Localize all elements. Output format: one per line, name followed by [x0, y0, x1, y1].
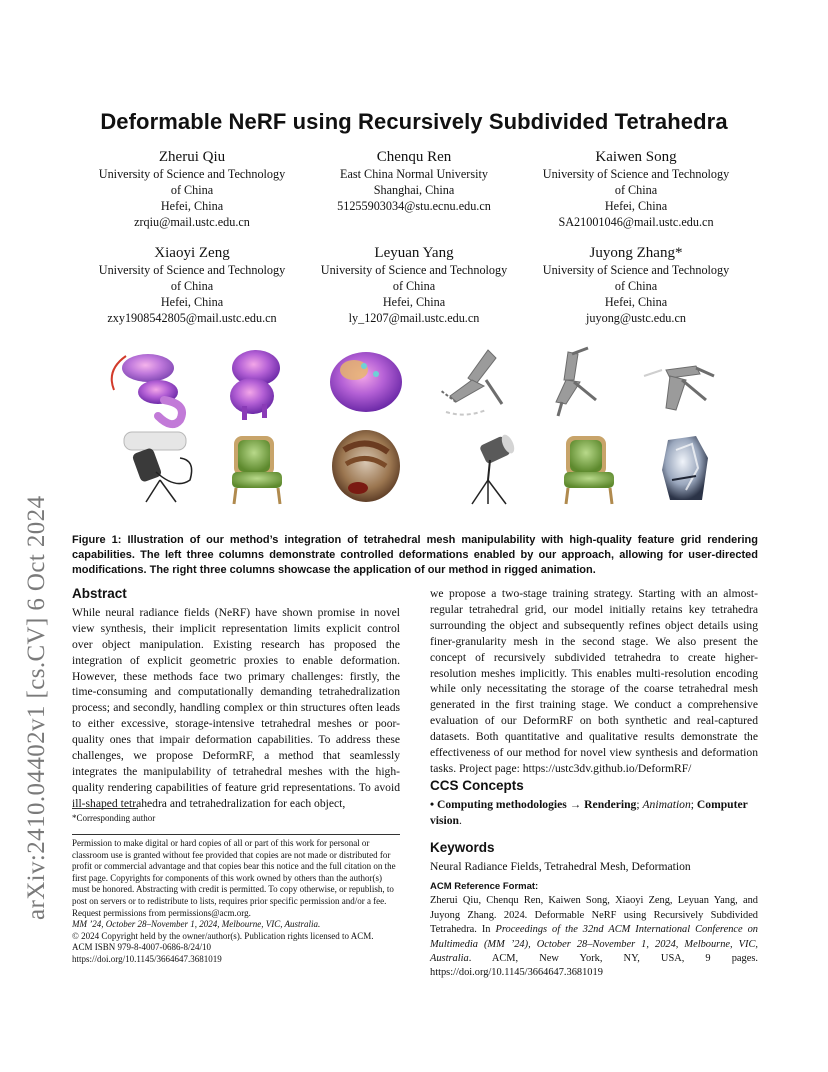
figure-panel	[556, 348, 596, 416]
permission-block	[72, 838, 400, 966]
author-affiliation: University of Science and Technology	[98, 167, 286, 181]
author-email: zrqiu@mail.ustc.edu.cn	[134, 215, 250, 229]
ccs-concept: Computing methodologies	[436, 798, 567, 811]
paper-title: Deformable NeRF using Recursively Subdivided Tetrahedra	[100, 109, 728, 134]
section-heading: CCS Concepts	[430, 778, 524, 793]
isbn: ACM ISBN 979-8-4007-0686-8/24/10	[72, 942, 211, 953]
author-email: juyong@ustc.edu.cn	[586, 311, 686, 325]
figure-1-image-grid	[96, 340, 732, 510]
ccs-period: .	[459, 813, 462, 827]
author-location: Hefei, China	[160, 295, 224, 309]
figure-panel	[124, 432, 192, 502]
figure-panel	[564, 436, 614, 504]
ccs-concept: Rendering	[584, 798, 637, 811]
author-affiliation: of China	[614, 279, 658, 293]
ccs-concept: Animation	[642, 798, 691, 811]
author-block	[80, 148, 304, 230]
section-heading: Keywords	[430, 840, 495, 855]
abstract-left-column	[72, 586, 400, 812]
arxiv-identifier: arXiv:2410.04402v1 [cs.CV] 6 Oct 2024	[23, 495, 50, 920]
author-location: Hefei, China	[160, 199, 224, 213]
acm-reference-heading: ACM Reference Format:	[430, 881, 539, 892]
acm-reference-text	[430, 894, 758, 980]
figure-panel	[112, 354, 182, 424]
author-name: Zherui Qiu	[158, 149, 226, 165]
author-name: Leyuan Yang	[374, 245, 454, 261]
author-affiliation: University of Science and Technology	[542, 263, 730, 277]
author-block	[524, 244, 748, 326]
figure-panel	[330, 352, 402, 412]
ccs-concepts	[430, 797, 758, 829]
author-block	[302, 244, 526, 326]
footnote-rule	[72, 808, 138, 809]
author-location: Hefei, China	[604, 199, 668, 213]
author-affiliation: of China	[614, 183, 658, 197]
doi-link[interactable]: https://doi.org/10.1145/3664647.3681019	[72, 953, 222, 964]
author-affiliation: University of Science and Technology	[542, 167, 730, 181]
figure-panel	[230, 350, 280, 420]
figure-panel	[232, 436, 282, 504]
ccs-concept: Computer vision	[430, 798, 748, 827]
figure-panel	[332, 430, 400, 502]
abstract-text: While neural radiance fields (NeRF) have shown promise in novel view synthesis, their implicit representation limits explicit control over object manipulation. Existing research has proposed the integration of explicit geometric proxies to enable deformation. However, these methods face two primary challenges: firstly, the time-consuming and computationally demanding tetrahedralization process; and secondly, handling complex or thin structures often leads to either excessive, storage-intensive tetrahedral meshes or poor-quality ones that impair deformation capabilities. To address these challenges, we propose DeformRF, a method that seamlessly integrates the manipulability of tetrahedral meshes with the high-quality rendering capabilities of feature grid representations. To avoid ill-shaped tetrahedra and tetrahedralization for each object,	[72, 605, 400, 810]
acm-reference-authors: Zherui Qiu, Chenqu Ren, Kaiwen Song, Xiaoyi Zeng, Leyuan Yang, and Juyong Zhang. 2024. Deformable NeRF using Recursively Subdivided Tetrahedra. In	[430, 895, 758, 936]
keywords-text: Neural Radiance Fields, Tetrahedral Mesh, Deformation	[430, 860, 691, 873]
ccs-separator: ;	[636, 798, 643, 811]
author-affiliation: of China	[392, 279, 436, 293]
author-affiliation: University of Science and Technology	[98, 263, 286, 277]
conference-venue: MM ’24, October 28–November 1, 2024, Melbourne, VIC, Australia.	[72, 919, 321, 930]
figure-caption: Figure 1: Illustration of our method’s integration of tetrahedral mesh manipulability with high-quality feature grid rendering capabilities. The left three columns demonstrate controlled deformations enabled by our approach, allowing for user-directed modifications. The right three columns showcase the application of our method in rigged animation.	[72, 534, 758, 576]
keywords-section	[430, 840, 758, 875]
permission-rule	[72, 834, 400, 835]
author-name: Juyong Zhang*	[589, 245, 683, 261]
author-email: SA21001046@mail.ustc.edu.cn	[558, 215, 714, 229]
abstract-right-column	[430, 586, 758, 777]
author-block	[524, 148, 748, 230]
author-affiliation: of China	[170, 279, 214, 293]
acm-reference-tail: . ACM, New York, NY, USA, 9 pages. https://doi.org/10.1145/3664647.3681019	[430, 953, 758, 979]
section-heading: Abstract	[72, 586, 127, 601]
author-name: Xiaoyi Zeng	[154, 245, 230, 261]
ccs-separator: ;	[690, 798, 697, 811]
ccs-bullet: •	[430, 798, 435, 811]
abstract-text-continued: we propose a two-stage training strategy. Starting with an almost-regular tetrahedral grid, our model initially retains key tetrahedra surrounding the object and subsequently refines object details using finer-granularity mesh in the second stage. We also present the concept of recursively subdivided tetrahedra to create higher-resolution meshes implicitly. This enables multi-resolution encoding while only necessitating the storage of the coarse tetrahedral mesh generated in the first training stage. We conduct a comprehensive evaluation of our DeformRF on both synthetic and real-captured datasets. Both quantitative and qualitative results demonstrate the effectiveness of our method for novel view synthesis and deformation tasks. Project page: https://ustc3dv.github.io/DeformRF/	[430, 587, 758, 775]
author-affiliation: University of Science and Technology	[320, 263, 508, 277]
footnote: *Corresponding author	[72, 813, 156, 823]
copyright-notice: © 2024 Copyright held by the owner/author(s). Publication rights licensed to ACM.	[72, 930, 374, 941]
author-block	[80, 244, 304, 326]
author-location: Hefei, China	[382, 295, 446, 309]
acm-reference	[430, 880, 758, 981]
figure-panel	[644, 366, 714, 410]
author-location: Shanghai, China	[373, 183, 455, 197]
author-affiliation: East China Normal University	[340, 167, 488, 181]
author-email: ly_1207@mail.ustc.edu.cn	[348, 311, 480, 325]
author-affiliation: of China	[170, 183, 214, 197]
author-email: zxy1908542805@mail.ustc.edu.cn	[107, 311, 277, 325]
figure-panel	[662, 436, 708, 500]
arrow-icon: →	[569, 798, 582, 811]
author-location: Hefei, China	[604, 295, 668, 309]
permission-text: Permission to make digital or hard copies of all or part of this work for personal or classroom use is granted without fee provided that copies are not made or distributed for profit or commercial advantage and that copies bear this notice and the full citation on the first page. Copyrights for components of this work owned by others than the author(s) must be honored. Abstracting with credit is permitted. To copy otherwise, or republish, to post on servers or to redistribute to lists, requires prior specific permission and/or a fee. Request permissions from permissions@acm.org.	[72, 838, 396, 918]
author-name: Kaiwen Song	[595, 149, 677, 165]
ccs-section	[430, 778, 758, 829]
figure-panel	[472, 433, 517, 504]
author-email: 51255903034@stu.ecnu.edu.cn	[337, 199, 491, 213]
figure-panel	[440, 350, 502, 415]
acm-reference-venue: Proceedings of the 32nd ACM International Conference on Multimedia (MM ’24), October 28–November 1, 2024, Melbourne, VIC, Australia	[430, 924, 758, 965]
author-block	[302, 148, 526, 214]
author-name: Chenqu Ren	[376, 149, 452, 165]
